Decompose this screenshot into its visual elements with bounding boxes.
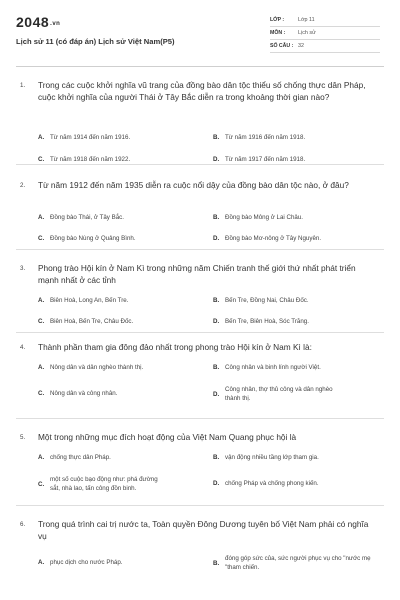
answer-text: Đồng bào Mông ở Lai Châu. [225,214,304,221]
question-number: 2. [20,182,26,189]
meta-label: LỚP : [270,17,285,23]
answer-option[interactable] [213,133,350,142]
meta-row-class [270,14,380,27]
answer-letter: B. [213,364,220,371]
answer-text: Từ năm 1914 đến năm 1916. [50,134,131,141]
meta-row-count [270,40,380,53]
question-number: 6. [20,521,26,528]
meta-row-subject [270,27,380,40]
answer-option[interactable] [38,213,175,222]
question-text: Một trong những mục đích hoạt động của Việt Nam Quang phục hội là [38,432,297,442]
answer-letter: A. [38,364,45,371]
answer-text: Bến Tre, Biên Hoà, Sóc Trăng. [225,318,309,325]
question-2 [16,165,384,250]
answer-option[interactable] [38,389,175,398]
answer-letter: B. [213,454,220,461]
answer-option[interactable] [38,133,175,142]
answer-option[interactable] [38,234,175,243]
answer-option[interactable] [38,296,175,305]
answer-option[interactable] [213,554,375,572]
answer-letter: A. [38,297,45,304]
answer-text: Công nhân, thợ thủ công và dân nghèo thành thị. [225,386,333,402]
question-text: Trong quá trình cai trị nước ta, Toàn quyền Đông Dương tuyên bố Việt Nam phải có nghĩa vụ [38,519,369,542]
answer-option[interactable] [213,234,350,243]
answer-option[interactable] [38,558,175,567]
question-4 [16,333,384,419]
question-list [16,67,384,586]
answer-letter: D. [213,156,220,163]
answer-letter: A. [38,454,45,461]
question-number: 3. [20,265,26,272]
answer-option[interactable] [213,453,350,462]
answer-option[interactable] [38,363,175,372]
answer-text: Biên Hoà, Long An, Bến Tre. [50,297,129,304]
answer-text: Từ năm 1918 đến năm 1922. [50,156,131,163]
question-6 [16,506,384,586]
quiz-meta [270,14,380,53]
answer-text: một số cuộc bạo động như: phá đường sắt, nhà lao, tấn công đồn binh. [50,476,158,492]
question-5 [16,419,384,506]
answer-text: Đồng bào Nùng ở Quảng Bình. [50,235,136,242]
meta-value: Lịch sử [298,30,316,36]
answer-text: Đồng bào Thái, ở Tây Bắc. [50,214,124,221]
answer-option[interactable] [38,475,165,493]
answer-letter: C. [38,390,45,397]
answer-option[interactable] [38,453,175,462]
question-text: Trong các cuộc khởi nghĩa vũ trang của đồng bào dân tộc thiểu số chống thực dân Pháp, cuộc khởi nghĩa của người Thái ở Tây Bắc diễn ra trong khoảng thời gian nào? [38,80,366,103]
answer-text: Bến Tre, Đồng Nai, Châu Đốc. [225,297,309,304]
answer-text: Từ năm 1917 đến năm 1918. [225,156,306,163]
meta-value: Lớp 11 [298,17,315,23]
answer-letter: C. [38,235,45,242]
answer-text: vận động nhiều tầng lớp tham gia. [225,454,319,461]
answer-option[interactable] [38,317,175,326]
logo-main: 2048 [16,14,50,30]
answer-option[interactable] [213,363,350,372]
page-title: Lịch sử 11 (có đáp án) Lịch sử Việt Nam(P5) [16,37,175,46]
answer-text: phục dịch cho nước Pháp. [50,559,123,566]
answer-option[interactable] [213,213,350,222]
answer-letter: C. [38,156,45,163]
answer-option[interactable] [213,385,340,403]
question-number: 4. [20,344,26,351]
answer-text: Biên Hoà, Bến Tre, Châu Đốc. [50,318,134,325]
answer-letter: B. [213,214,220,221]
answer-text: Từ năm 1916 đến năm 1918. [225,134,306,141]
answer-letter: C. [38,480,45,488]
answer-letter: D. [213,318,220,325]
question-3 [16,250,384,333]
answer-text: đóng góp sức của, sức người phục vụ cho "nước mẹ "tham chiến. [225,555,371,571]
answer-option[interactable] [213,317,350,326]
logo-suffix: .vn [50,21,61,27]
answer-text: Đồng bào Mơ-nông ở Tây Nguyên. [225,235,322,242]
question-text: Thành phần tham gia đông đảo nhất trong phong trào Hội kín ở Nam Kì là: [38,342,312,352]
answer-text: Công nhân và binh lính người Việt. [225,364,321,371]
answer-option[interactable] [38,155,175,164]
question-text: Phong trào Hội kín ở Nam Kì trong những năm Chiến tranh thế giới thứ nhất phát triển mạnh nhất ở các tỉnh [38,263,356,286]
meta-value: 32 [298,43,304,49]
meta-label: SỐ CÂU : [270,43,294,49]
answer-text: Nông dân và dân nghèo thành thị. [50,364,144,371]
answer-letter: B. [213,559,220,567]
answer-option[interactable] [213,155,350,164]
answer-option[interactable] [213,296,350,305]
meta-label: MÔN : [270,30,286,36]
answer-letter: D. [213,235,220,242]
answer-text: Nông dân và công nhân. [50,390,118,397]
answer-text: chống thực dân Pháp. [50,454,111,461]
page-header [16,0,384,64]
answer-letter: A. [38,214,45,221]
answer-letter: D. [213,390,220,398]
answer-text: chống Pháp và chống phong kiến. [225,480,319,487]
question-number: 1. [20,82,26,89]
answer-letter: B. [213,134,220,141]
answer-letter: A. [38,134,45,141]
question-number: 5. [20,434,26,441]
answer-letter: C. [38,318,45,325]
answer-letter: D. [213,480,220,487]
question-1 [16,67,384,165]
question-text: Từ năm 1912 đến năm 1935 diễn ra cuộc nổi dậy của đồng bào dân tộc nào, ở đâu? [38,180,349,190]
answer-letter: A. [38,559,45,566]
answer-option[interactable] [213,479,370,488]
answer-letter: B. [213,297,220,304]
